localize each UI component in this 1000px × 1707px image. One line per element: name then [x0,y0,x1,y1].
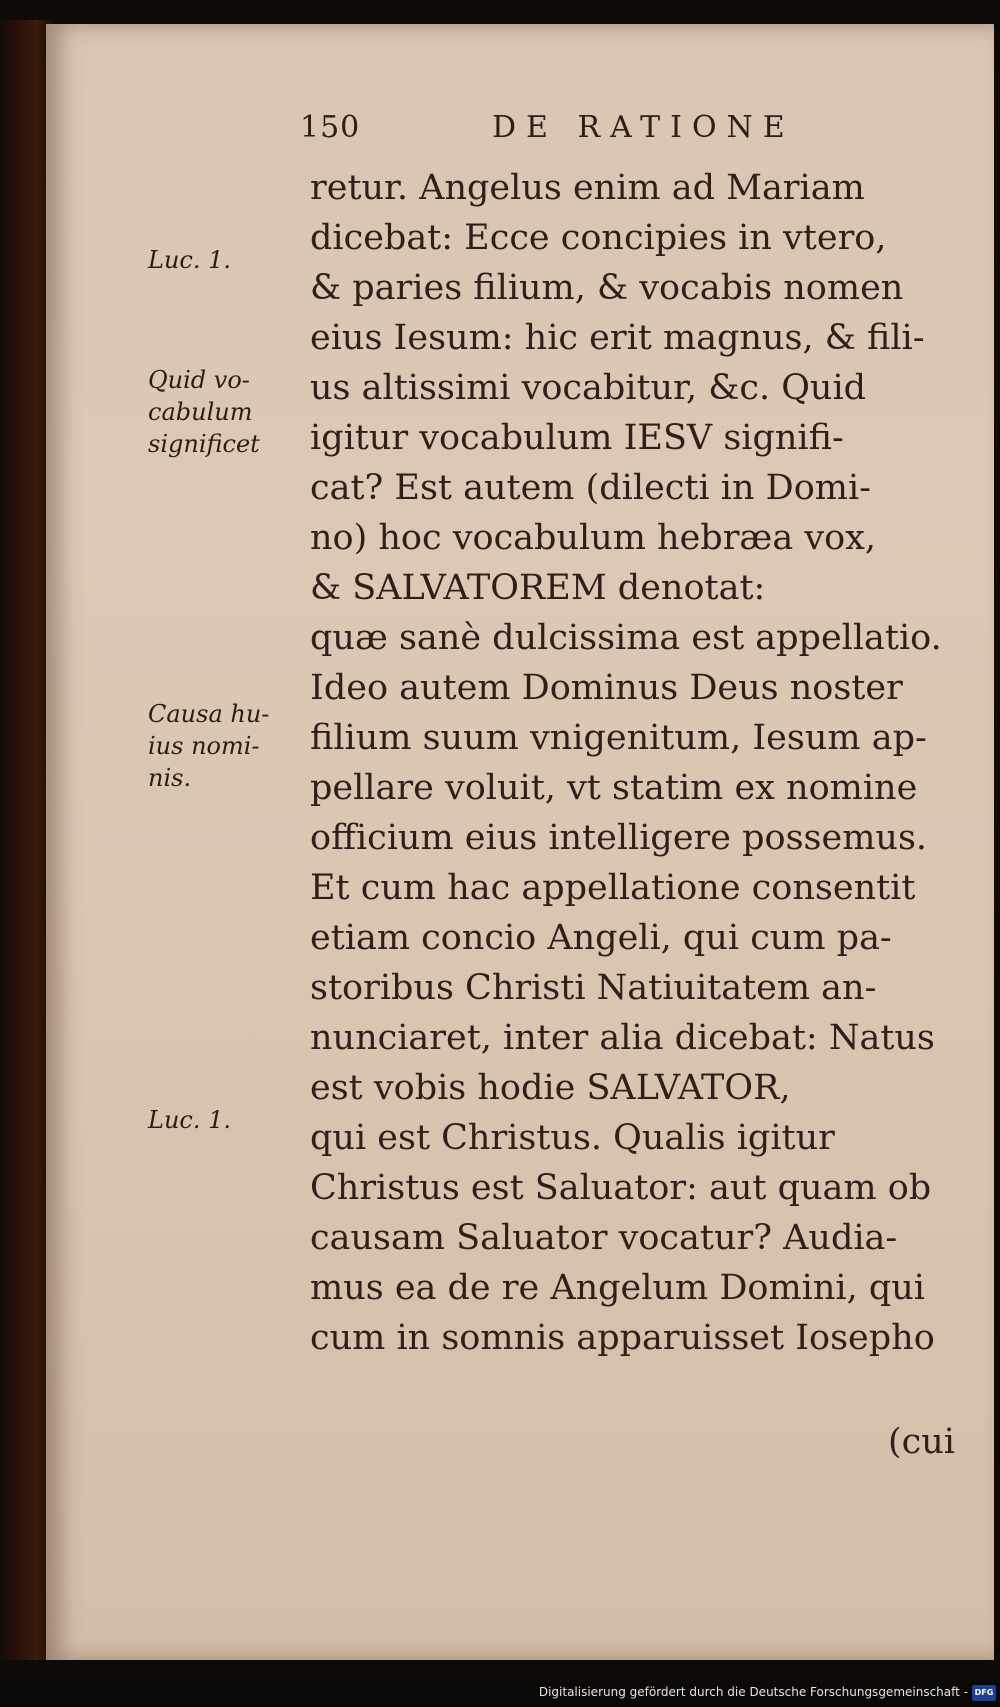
text-line: eius Iesum: hic erit magnus, & fili- [310,318,925,358]
margin-note-line: nis. [148,764,192,792]
margin-reference-luke-1-second: Luc. 1. [148,1106,231,1134]
text-line: causam Saluator vocatur? Audia- [310,1218,898,1258]
text-line: dicebat: Ecce concipies in vtero, [310,218,887,258]
running-head: DE RATIONE [492,110,795,145]
page-header [300,110,940,156]
text-line: officium eius intelligere possemus. [310,818,928,858]
text-line: storibus Christi Natiuitatem an- [310,968,877,1008]
text-line: cum in somnis apparuisset Iosepho [310,1318,935,1358]
page-number: 150 [300,110,361,145]
margin-note-quid-vocabulum [148,364,260,460]
text-line: quæ sanè dulcissima est appellatio. [310,618,942,658]
text-line: Ideo autem Dominus Deus noster [310,668,903,708]
text-line: & SALVATOREM denotat: [310,568,766,608]
text-line: & paries filium, & vocabis nomen [310,268,904,308]
margin-note-line: significet [148,430,260,458]
catchword: (cui [888,1422,955,1462]
text-line: Christus est Saluator: aut quam ob [310,1168,932,1208]
margin-reference-luke-1: Luc. 1. [148,246,231,274]
text-line: mus ea de re Angelum Domini, qui [310,1268,925,1308]
text-line: retur. Angelus enim ad Mariam [310,168,865,208]
text-line: no) hoc vocabulum hebræa vox, [310,518,877,558]
text-line: filium suum vnigenitum, Iesum ap- [310,718,927,758]
text-line: etiam concio Angeli, qui cum pa- [310,918,892,958]
text-line: qui est Christus. Qualis igitur [310,1118,835,1158]
dfg-logo-icon: DFG [972,1685,996,1701]
text-line: us altissimi vocabitur, &c. Quid [310,368,867,408]
margin-note-line: Quid vo- [148,366,250,394]
margin-note-line: ius nomi- [148,732,260,760]
text-line: cat? Est autem (dilecti in Domi- [310,468,871,508]
text-line: nunciaret, inter alia dicebat: Natus [310,1018,935,1058]
margin-note-line: cabulum [148,398,253,426]
book-spine-edge [0,20,52,1660]
text-line: Et cum hac appellatione consentit [310,868,916,908]
text-line: pellare voluit, vt statim ex nomine [310,768,918,808]
margin-note-line: Causa hu- [148,700,270,728]
funding-credit: Digitalisierung gefördert durch die Deutsche Forschungsgemeinschaft - [538,1685,968,1699]
footer-bar [0,1682,1000,1707]
text-line: est vobis hodie SALVATOR, [310,1068,791,1108]
margin-note-causa-nominis [148,698,269,794]
text-line: igitur vocabulum IESV signifi- [310,418,844,458]
